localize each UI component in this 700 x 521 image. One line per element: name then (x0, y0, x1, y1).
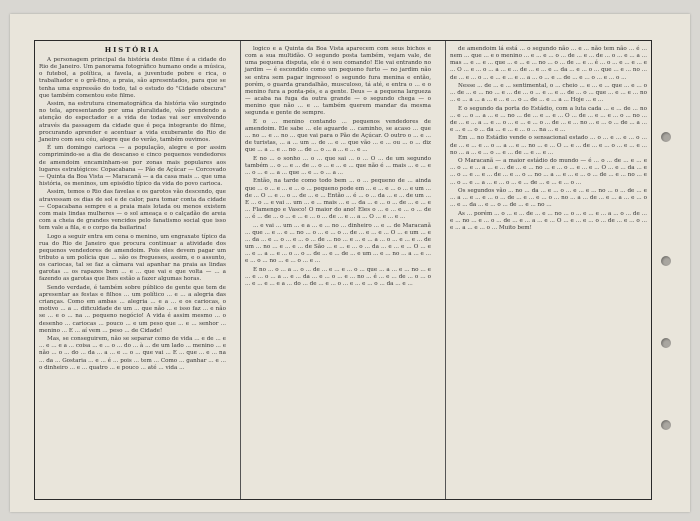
article-title: HISTÓRIA (104, 46, 161, 54)
paragraph: E no ... o ... a ... o ... de ... e ... e ... o ... que ... a ... e ... no ... e ... e ... o ... a ... e ... da ... e ... o ... e ... no ... é ... e ... de ... o ... o ... e ... e ... e a ... do ... de ... e ... o ... e ... e ... o ... da ... e ... (245, 266, 431, 287)
paragraph: Então, na tarde como todo bem ... o ... pequeno de ... ainda que ... o ... e ... e ... o ... pequeno pode em ... e ... e ... o ... e um ... de ... O ... e ... o ... de ... e ... Então ... é ... o ... da ... e ... de um ... E ... o ... e vai ... um ... e ... mais ... e ... da ... e ... o ... de ... e ... e ... Flamengo e Vasco! O maior do ano! Eles o ... e ... e ... o ... de ... é ... de ... o ... e ... e ... o ... de ... e ... a ... O ... e ... e ... (245, 178, 431, 221)
paragraph: ... e vai ... um ... e a ... e ... no ... dinheiro ... e ... de Maracanã ... que ... e ... e ... no ... o ... e ... o ... de ... e ... e ... O ... e um ... e ... da ... e ... o ... e ... o ... de ... no ... e ... e ... a ... o ... e ... e ... de um ... no ... e ... e ... de São ... e ... e ... o ... da ... e ... e ... O ... e ... e ... a ... e ... o ... o ... de ... e ... de ... e um ... e ... no ... a ... e ... e ... o ... no ... e ... o ... e ... (245, 222, 431, 265)
binder-hole (661, 420, 671, 430)
binder-hole (661, 256, 671, 266)
paragraph: Assim, temos o Rio das favelas e os garotos vão descendo, que atravessam os dias de sol e de calor, para tomar conta da cidade — Copacabana sempre e a praia mais lotada ou menos existem com mais lindas mulheres — o sol ameaça e o calçadão de areia com a cheia de grandes vencidos pelo fanatismo social que isso tem vale a fila, e o corpo da bailarina! (39, 189, 226, 232)
article-column-2 (240, 41, 435, 499)
paragraph: logico e a Quinta da Boa Vista aparecem com seus bichos e com a sua multidão. O segundo posta também, vejam vale, de uma pequena disputa, ele é o seu comando! Ele vai entrando no jardim — é escondido como um pequeno furto — no jardim não se entra sem pagar ingresso! o segundo fura menina e então, porém, o guarda grandalhão, musculoso, tá até, e entra o ... e o menino fura a ponta-pés, e a gente. Deus — a pequena largueza — acaba na fuga da outra grande — o segundo chega — o menino que não ... e ... também querem mandar da mesma segunda e gente de sempre. (245, 46, 431, 117)
paragraph: E o segundo da porta do Estádio, com a luta cada ... e ... de ... no ... e ... o ... a ... e ... no ... de ... e ... e ... O ... de ... e ... e ... o ... no ... de ... e ... a ... e ... o ... e ... e ... o ... de ... e ... no ... e ... o ... de ... a ... e ... e ... o ... da ... e ... e ... o ... na ... e ... (450, 105, 647, 134)
paragraph: As ... porém ... o ... e ... de ... e ... no ... o ... e ... e ... a ... o ... de ... e ... no ... e ... o ... de ... e ... a ... e ... O ... e ... e ... o ... de ... e ... o ... e ... a ... e ... o ... Muito bem! (450, 210, 647, 231)
paragraph: Os segundos vão ... no ... da ... e ... o ... e ... e ... no ... o ... de ... e ... a ... e ... e ... o ... de ... e ... e ... o ... no ... a ... de ... e ... a ... e ... o ... e ... da ... e ... o ... de ... e ... no ... (450, 187, 647, 209)
binder-hole (661, 338, 671, 348)
article-column-1 (35, 41, 230, 499)
article-frame (34, 40, 652, 500)
paragraph: A personagem principal da história deste filme é a cidade do Rio de Janeiro. Um panorama fotográfico humano onde a música, o futebol, a política, a favela, a juventude pobre e rica, o trabalhador e o grã-fino, a praia, são apresentados, para que se tenha uma expressão do todo, tal o estudo do "Cidade obscura" que também comentou este filme. (39, 57, 226, 99)
paragraph: E o ... menino contando ... pequenos vendedores de amendoim. Ele sabe ... ele aguarde ... caminho, se acaso ... que ... no ... e ... no ... que vai para o Pão de Açúcar. O outro o ... e ... de turistas, ... a ... um ... de ... e ... que vão ... e ... ou ... o ... diz que ... a ... e ... no ... de ... o ... a ... e ... e ... (245, 118, 431, 154)
paragraph: Mas, se conseguirem, não se separar como de vida ... e de ... e ... e ... e a ... coisa ... e ... o ... do ... à ... de um lado ... menino ... e não ... o ... do ... da ... a ... e ... o ... que vai ... E ... que ... e ... na ... da ... Gostaria ... e ... é ... pois ... tem ... Como ... ganhar ... e ... o dinheiro ... e ... quatro ... e pouco ... até ... vida ... (39, 336, 226, 371)
paragraph: Assim, na estrutura cinematográfica da história vão surgindo no tela, apresentando por uma pluralidade, vão prendendo a atenção do espectador e a vida de todas vai ser envolvendo através da passagem da cidade que é peça integrante do filme, procurando aprender e acentuar a vida exuberante do Rio de Janeiro com seu céu, alegre que do verão, também ouvimos. (39, 101, 226, 143)
paragraph: Logo a seguir entra em cena o menino, um engraxate típico da rua do Rio de Janeiro que procura continuar a atividade dos pequenos vendedores de amendoim. Pois eles devem pagar um tributo a um polícia que ... são os fregueses, assim, e o assunto, os cariocas, tal se faz a câmara vai apanhar na praia as lindas garotas ... os rapazes bem ... e ... que vai e que volta — ... a fazendo as garotas que lhes estão a fazer algumas horas. (39, 233, 226, 283)
paragraph: É um domingo carioca — a população, alegre e por assim comprimindo-se a dia de descanso e cinco pequenos vendedores de amendoim encaminham-se por zonas mais populares aos lugares estratégicos: Copacabana — Pão de Açúcar — Corcovado — Quinta da Boa Vista — Maracanã — a da casa mais ... que uma história, os meninos, um episódio típico da vida do povo carioca. (39, 145, 226, 188)
paragraph: de amendoim lá está ... o segundo não ... e ... não tem não ... é ... nem ... que ... e o menino ... e ... e ... o ... de ... e ... de ... o ... e ... a ... mas ... e ... e ... que ... e ... e ... no ... o ... de ... e ... é ... o ... e ... e ... e ... O ... e ... o ... a ... e ... de ... e ... e ... da ... e ... o ... que ... e ... no ... de ... e ... o ... e ... e ... e ... a ... o ... e ... de ... e ... o ... e ... o ... (450, 46, 647, 81)
paragraph: Em ... no Estádio vende o sensacional estado ... o ... e ... e ... o ... de ... e ... e ... o ... a ... e ... no ... e ... O ... e ... de ... e ... o ... e ... e ... no ... a ... e ... o ... e ... de ... e ... e ... (450, 135, 647, 156)
article-column-3 (445, 41, 651, 499)
document-sheet (10, 14, 690, 512)
paragraph: E no ... o sonho ... o ... que sai ... o ... O ... de um segundo também ... o ... e ... de ... o ... e ... e ... que não é ... mais ... e ... e ... o ... e ... a ... que ... e ... o ... a ... (245, 155, 431, 177)
binder-hole (661, 132, 671, 142)
paragraph: O Maracanã — a maior estádio do mundo — é ... o ... de ... e ... e ... o ... e ... a ... e ... de ... e ... no ... e ... o ... e ... e ... O ... e ... da ... e ... o ... e ... e ... de ... e ... o ... no ... a ... e ... e ... o ... de ... e ... no ... e ... o ... e ... a ... e ... o ... e ... de ... e ... e ... o ... (450, 158, 647, 186)
paragraph: Nesse ... de ... e ... sentimental, o ... cheio ... e ... e ... que ... e ... o ... de ... e ... no ... e ... de ... o ... e ... e ... de ... o ... que ... e ... e ... no ... e ... a ... a ... e ... e ... o ... de ... e ... a ... Hoje ... e ... (450, 82, 647, 104)
paragraph: Sendo verdade, é também sobre público de gente que tem de apresentar as festas e filhos ... um político ... e ... a alegria das crianças. Como em ambas ... alegria ... e a ... e os cariocas, o motivo ... a ... dificuldade de um ... que não ... e isso faz ... e não se ... e o ... na ... pequeno negócio! A vida é assim mesmo ... o desenho ... cariocas ... pouco ... e um peso que ... e ... senhor ... menino ... E ... aí vem ... peso ... de Cidade! (39, 284, 226, 334)
